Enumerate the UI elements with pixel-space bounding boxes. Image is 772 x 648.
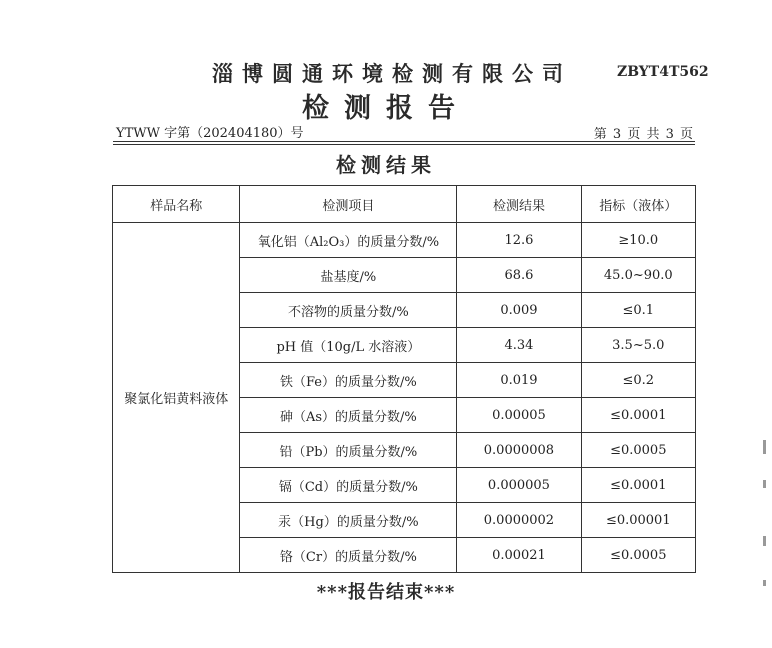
scan-edge-marks: [760, 440, 768, 640]
result-cell: 0.0000002: [457, 503, 581, 538]
item-cell: 盐基度/%: [240, 258, 457, 293]
company-name: 淄博圆通环境检测有限公司: [212, 61, 572, 86]
item-cell: 铁（Fe）的质量分数/%: [240, 363, 457, 398]
result-cell: 0.019: [457, 363, 581, 398]
column-header-standard: 指标（液体）: [581, 186, 695, 223]
item-cell: 镉（Cd）的质量分数/%: [240, 468, 457, 503]
column-header-sample: 样品名称: [113, 186, 240, 223]
standard-cell: ≤0.0001: [581, 398, 695, 433]
item-cell: 汞（Hg）的质量分数/%: [240, 503, 457, 538]
standard-cell: ≥10.0: [581, 223, 695, 258]
result-cell: 4.34: [457, 328, 581, 363]
result-cell: 0.00005: [457, 398, 581, 433]
result-cell: 68.6: [457, 258, 581, 293]
standard-cell: 45.0~90.0: [581, 258, 695, 293]
report-code: ZBYT4T562: [617, 64, 709, 80]
item-cell: 铬（Cr）的质量分数/%: [240, 538, 457, 573]
section-title: 检测结果: [336, 153, 436, 177]
report-title: 检测报告: [302, 93, 470, 124]
standard-cell: ≤0.2: [581, 363, 695, 398]
table-row: [113, 223, 696, 258]
document-number: YTWW 字第（202404180）号: [116, 126, 304, 141]
standard-cell: ≤0.0005: [581, 433, 695, 468]
item-cell: 氧化铝（Al₂O₃）的质量分数/%: [240, 223, 457, 258]
table-header-row: [113, 186, 696, 223]
sample-name-cell: 聚氯化铝黄料液体: [113, 223, 240, 573]
standard-cell: ≤0.0005: [581, 538, 695, 573]
column-header-item: 检测项目: [240, 186, 457, 223]
result-cell: 0.0000008: [457, 433, 581, 468]
item-cell: 不溶物的质量分数/%: [240, 293, 457, 328]
item-cell: 砷（As）的质量分数/%: [240, 398, 457, 433]
results-table: [112, 185, 696, 573]
standard-cell: 3.5~5.0: [581, 328, 695, 363]
header-rule: [113, 141, 695, 142]
result-cell: 0.00021: [457, 538, 581, 573]
report-end-marker: ***报告结束***: [316, 582, 456, 603]
result-cell: 0.009: [457, 293, 581, 328]
column-header-result: 检测结果: [457, 186, 581, 223]
page-info: 第 3 页 共 3 页: [593, 127, 694, 142]
header-rule-thin: [113, 144, 695, 145]
standard-cell: ≤0.1: [581, 293, 695, 328]
standard-cell: ≤0.00001: [581, 503, 695, 538]
item-cell: pH 值（10g/L 水溶液）: [240, 328, 457, 363]
result-cell: 12.6: [457, 223, 581, 258]
item-cell: 铅（Pb）的质量分数/%: [240, 433, 457, 468]
result-cell: 0.000005: [457, 468, 581, 503]
standard-cell: ≤0.0001: [581, 468, 695, 503]
